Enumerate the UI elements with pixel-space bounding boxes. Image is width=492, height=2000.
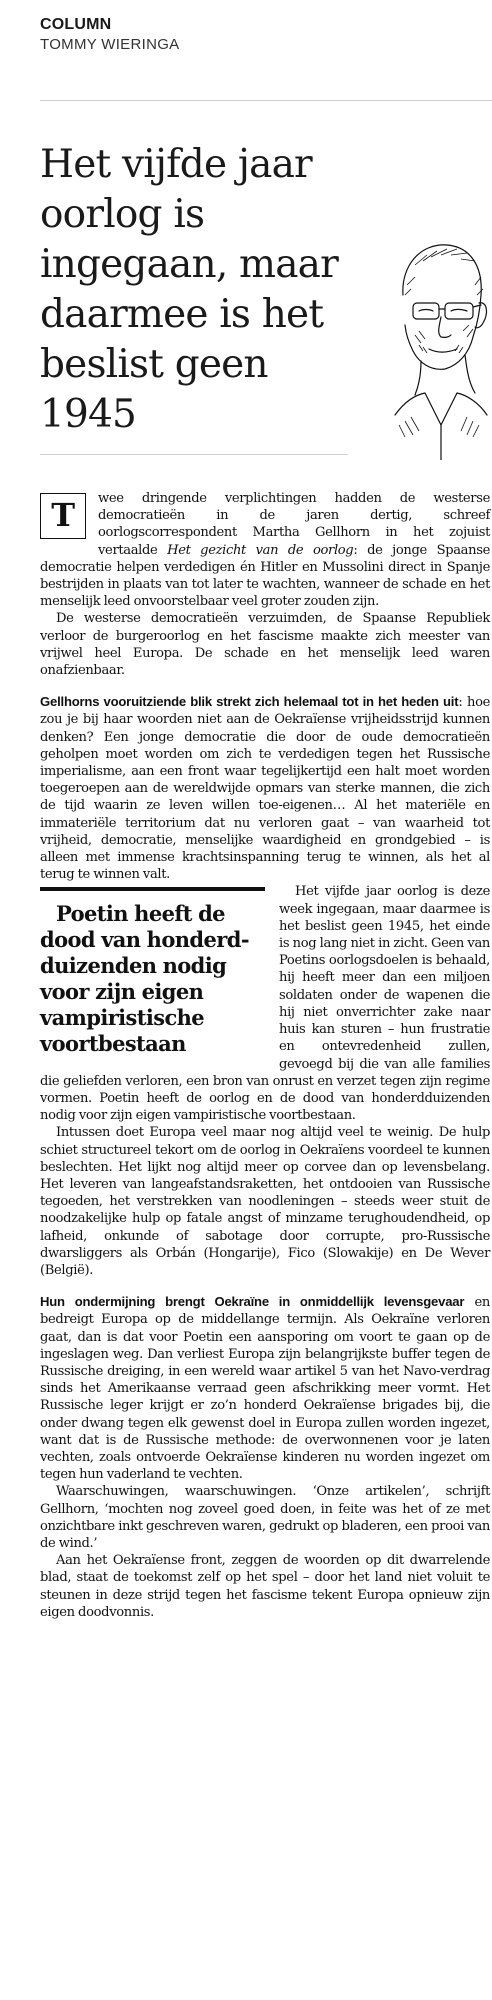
paragraph-1-end: : de jonge Spaanse democratie helpen verdedigen én Hitler en Mussolini direct in Spanje bestrijden in plaats van tot later te wachten, wanneer de schade en het menselijk leed onvoorstelbaar veel groter zouden zijn. <box>40 542 490 610</box>
author-portrait-illustration <box>375 225 490 460</box>
headline: Het vijfde jaar oorlog is ingegaan, maar daarmee is het beslist geen 1945 <box>40 142 338 437</box>
pull-quote-text: Poetin heeft de dood van honderd-duizenden nodig voor zijn eigen vampiristische voortbestaan <box>40 901 249 1057</box>
paragraph-1-text: wee dringende verplichtingen hadden de westerse democratieën in de jaren dertig, schreef oorlogscorrespondent Martha Gellhorn in het zojuist vertaalde <box>98 491 490 558</box>
article-body <box>40 490 490 1621</box>
paragraph-1 <box>40 490 490 610</box>
dropcap: T <box>40 493 86 539</box>
paragraph-5: Intussen doet Europa veel maar nog altijd veel te weinig. De hulp schiet structureel tekort om de oorlog in Oekraïens voordeel te kunnen beslechten. Het lijkt nog altijd meer op corvee dan op levensbelang. Het leveren van langeafstandsraketten, het ontdooien van Russische tegoeden, het verstrekken van noodleningen – steeds weer stuit de noodzakelijke hulp op fatale angst of minzame terughoudendheid, op lafheid, onkunde of sabotage door corrupte, pro-Russische dwarsliggers als Orbán (Hongarije), Fico (Slowakije) en De Wever (België). <box>40 1125 490 1278</box>
subheading-1: Gellhorns vooruitziende blik strekt zich helemaal tot in het heden uit <box>40 694 459 710</box>
paragraph-6 <box>40 1293 490 1483</box>
paragraph-8: Aan het Oekraïense front, zeggen de woorden op dit dwarrelende blad, staat de toekomst zelf op het spel – door het land niet voluit te steunen in deze strijd tegen het fascisme tekent Europa opnieuw zijn eigen doodvonnis. <box>40 1553 490 1620</box>
paragraph-4 <box>40 883 490 1124</box>
divider-top <box>40 100 492 101</box>
paragraph-7: Waarschuwingen, waarschuwingen. ‘Onze artikelen’, schrijft Gellhorn, ‘mochten nog zoveel goed doen, in feite was het of ze met onzichtbare inkt geschreven waren, gedrukt op bladeren, een prooi van de wind.’ <box>40 1484 490 1551</box>
paragraph-4-text: Het vijfde jaar oorlog is deze week ingegaan, maar daarmee is het beslist geen 1945, het einde is nog lang niet in zicht. Geen van Poetins oorlogsdoelen is behaald, hij heeft meer dan een miljoen soldaten onder de wapenen die hij niet onverrichter zake naar huis kan sturen – hun frustratie en ontevredenheid zullen, gevoegd bij die van alle families die geliefden verloren, een bron van onrust en verzet tegen zijn regime vormen. Poetin heeft de oorlog en de dood van honderdduizenden nodig voor zijn eigen vampiristische voortbestaan. <box>40 884 490 1124</box>
paragraph-3-text: : hoe zou je bij haar woorden niet aan de Oekraïense vrijheidsstrijd kunnen denken? Een jonge democratie die door de oude democratieën geholpen moet worden om zich te verdedigen tegen het Russische imperialisme, aan een front waar tegelijkertijd een halt moet worden toegeroepen aan de wereldwijde opmars van sterke mannen, die zich de tijd waarin ze leven willen toe-eigenen… Al het materiële en immateriële territorium dat nu verloren gaat – van waarheid tot vrijheid, democratie, menselijke waardigheid en grondgebied – is alleen met immense krachtsinspanning terug te winnen, als het al terug te winnen valt. <box>40 695 491 883</box>
pull-quote <box>40 887 265 1057</box>
column-header <box>40 16 492 53</box>
column-label: COLUMN <box>40 16 112 33</box>
paragraph-3 <box>40 693 490 883</box>
author-name: TOMMY WIERINGA <box>40 36 180 53</box>
book-title: Het gezicht van de oorlog <box>167 542 354 558</box>
subheading-2: Hun ondermijning brengt Oekraïne in onmiddellijk levensgevaar <box>40 1294 465 1310</box>
paragraph-6-text: en bedreigt Europa op de middellange termijn. Als Oekraïne verloren gaat, dan is dat voor Poetin een aansporing om voort te gaan op de ingeslagen weg. Dan verliest Europa zijn belangrijkste buffer tegen de Russische dreiging, in een wereld waar artikel 5 van het Navo-verdrag sinds het Amerikaanse verraad geen afschrikking meer vormt. Het Russische leger krijgt er zo’n honderd Oekraïense brigades bij, die onder dwang tegen elk gewenst doel in Europa zullen worden ingezet, want dat is de Russische methode: de overwonnenen voor je laten vechten, zoals ontvoerde Oekraïense kinderen nu worden ingezet om tegen hun vaderland te vechten. <box>40 1295 491 1483</box>
divider-headline <box>40 454 348 455</box>
paragraph-2: De westerse democratieën verzuimden, de Spaanse Republiek verloor de burgeroorlog en het fascisme maakte zich meester van vrijwel heel Europa. De schade en het menselijk leed waren onafzienbaar. <box>40 611 490 679</box>
